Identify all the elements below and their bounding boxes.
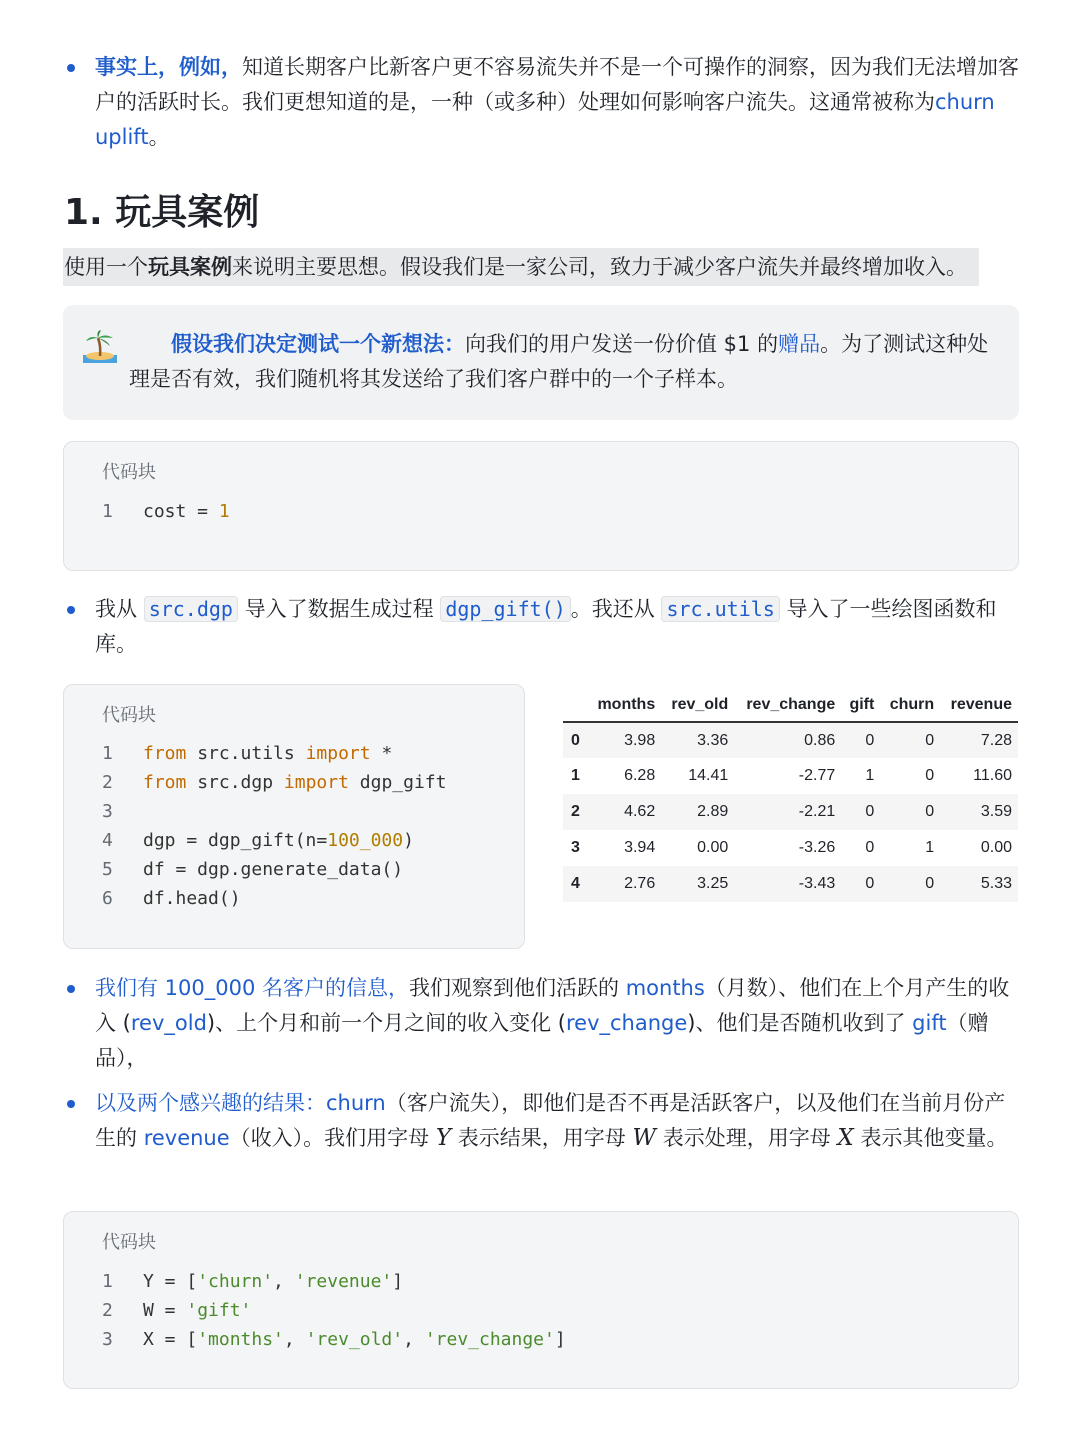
code-text: dgp_gift bbox=[348, 772, 447, 793]
column-header bbox=[563, 688, 587, 722]
table-cell: 7.28 bbox=[980, 731, 1012, 749]
code-text: Y = [ bbox=[143, 1271, 198, 1292]
row-index: 2 bbox=[571, 803, 580, 820]
table-cell: 0 bbox=[865, 875, 875, 892]
code-text: dgp = dgp_gift(n= bbox=[143, 830, 328, 851]
table-row bbox=[563, 866, 1018, 902]
code-block-cost[interactable] bbox=[63, 441, 1019, 571]
code-block-variables[interactable] bbox=[63, 1211, 1019, 1389]
table-cell: 1 bbox=[925, 839, 935, 856]
table-cell: 0 bbox=[865, 803, 875, 820]
code-text: src.utils bbox=[186, 743, 306, 764]
callout-lead: 假设我们决定测试一个新想法： bbox=[171, 332, 465, 356]
code-number: 100_000 bbox=[327, 830, 404, 851]
table-cell: -2.21 bbox=[798, 803, 836, 820]
code-text: ) bbox=[403, 830, 414, 851]
callout-text bbox=[129, 327, 999, 397]
line-number: 2 bbox=[102, 772, 113, 793]
revenue-term: revenue bbox=[143, 1126, 230, 1150]
table-cell: 11.60 bbox=[973, 767, 1012, 784]
column-header: months bbox=[597, 695, 656, 713]
table-cell: 0 bbox=[925, 731, 935, 749]
callout-box bbox=[63, 305, 1019, 420]
row-index: 4 bbox=[571, 875, 580, 892]
column-header: revenue bbox=[950, 695, 1012, 713]
table-cell: 0 bbox=[925, 803, 935, 820]
bullet-dot bbox=[67, 64, 75, 72]
table-row bbox=[563, 794, 1018, 830]
code-text: , bbox=[273, 1271, 295, 1292]
table-cell: -3.26 bbox=[798, 839, 836, 856]
bullet-text: 表示处理，用字母 bbox=[656, 1126, 838, 1150]
bullet-end: 。 bbox=[148, 125, 170, 149]
churn-term: churn bbox=[326, 1091, 386, 1115]
section-heading: 1. 玩具案例 bbox=[64, 192, 260, 233]
intro-bold: 玩具案例 bbox=[148, 255, 232, 279]
code-text: W = bbox=[143, 1300, 187, 1321]
table-cell: 3.94 bbox=[624, 839, 656, 856]
code-text: * bbox=[370, 743, 393, 764]
bullet-text: （收入）。我们用字母 bbox=[229, 1126, 436, 1150]
bullet-dot bbox=[67, 606, 75, 614]
bullet-lead: 我们有 100_000 名客户的信息， bbox=[95, 976, 410, 1000]
intro-pre: 使用一个 bbox=[64, 255, 148, 279]
bullet-text: （赠品）， bbox=[95, 1011, 989, 1070]
code-string: 'months' bbox=[197, 1329, 284, 1350]
code-text: df = dgp.generate_data() bbox=[143, 859, 404, 880]
code-content bbox=[102, 739, 446, 913]
bullet-outcomes bbox=[64, 1086, 1024, 1156]
gift-term: gift bbox=[912, 1011, 947, 1035]
code-keyword: from bbox=[143, 772, 187, 793]
row-index: 3 bbox=[571, 839, 580, 856]
table-cell: 2.76 bbox=[624, 875, 656, 892]
rev-old-term: rev_old bbox=[130, 1011, 207, 1035]
bullet-text: （客户流失），即他们是否不再是活跃客户，以及他们在当前月份产生的 bbox=[95, 1091, 1006, 1150]
code-text: df.head() bbox=[143, 888, 241, 909]
code-text: cost = bbox=[143, 501, 219, 522]
island-icon bbox=[83, 329, 117, 363]
code-text: ] bbox=[392, 1271, 404, 1292]
table-cell: 14.41 bbox=[688, 767, 729, 784]
math-x: X bbox=[837, 1125, 854, 1151]
gift-term: 赠品 bbox=[778, 332, 821, 356]
table-header-row bbox=[563, 688, 1018, 722]
line-number: 4 bbox=[102, 830, 113, 851]
column-header: rev_change bbox=[746, 695, 836, 713]
row-index: 0 bbox=[571, 731, 580, 749]
math-y: Y bbox=[435, 1125, 452, 1151]
line-number: 1 bbox=[102, 501, 113, 522]
table-cell: 0.00 bbox=[697, 839, 729, 856]
line-number: 6 bbox=[102, 888, 113, 909]
code-keyword: import bbox=[283, 772, 349, 793]
inline-code-dgp-gift: dgp_gift() bbox=[440, 596, 570, 622]
bullet-dot bbox=[67, 985, 75, 993]
code-content bbox=[102, 497, 230, 526]
table-cell: 3.36 bbox=[697, 731, 729, 749]
row-index: 1 bbox=[571, 767, 580, 784]
line-number: 5 bbox=[102, 859, 113, 880]
table-cell: 0.86 bbox=[804, 731, 836, 749]
code-block-label: 代码块 bbox=[102, 1232, 156, 1253]
line-number: 1 bbox=[102, 1271, 113, 1292]
bullet-text: 表示其他变量。 bbox=[853, 1126, 1008, 1150]
callout-text-2: 。为了测试这种处理是否有效，我们随机将其发送给了我们客户群中的一个子样本。 bbox=[129, 332, 989, 391]
code-string: 'rev_old' bbox=[305, 1329, 404, 1350]
code-string: 'revenue' bbox=[294, 1271, 393, 1292]
inline-code-src-utils: src.utils bbox=[661, 596, 779, 622]
table-cell: 0.00 bbox=[980, 839, 1012, 856]
bullet-customer-info bbox=[64, 971, 1024, 1076]
column-header: churn bbox=[889, 695, 935, 713]
bullet-lead: 以及两个感兴趣的结果： bbox=[95, 1091, 326, 1115]
code-content bbox=[102, 1267, 566, 1354]
bullet-text: （月数）、他们在上个月产生的收入 ( bbox=[95, 976, 1010, 1035]
code-text: X = [ bbox=[143, 1329, 198, 1350]
code-text: , bbox=[403, 1329, 425, 1350]
bullet-text: )、上个月和前一个月之间的收入变化 ( bbox=[206, 1011, 566, 1035]
column-header: gift bbox=[849, 695, 875, 713]
table-cell: 0 bbox=[925, 767, 935, 784]
bullet-text: 我从 bbox=[95, 597, 144, 621]
code-string: 'gift' bbox=[186, 1300, 252, 1321]
bullet-text: 导入了数据生成过程 bbox=[237, 597, 441, 621]
bullet-dot bbox=[67, 1100, 75, 1108]
code-keyword: from bbox=[143, 743, 187, 764]
code-block-label: 代码块 bbox=[102, 705, 156, 726]
table-cell: 3.98 bbox=[624, 731, 656, 749]
callout-text-1: 向我们的用户发送一份价值 $1 的 bbox=[465, 332, 779, 356]
intro-post: 来说明主要思想。假设我们是一家公司，致力于减少客户流失并最终增加收入。 bbox=[232, 255, 967, 279]
bullet-text: 表示结果，用字母 bbox=[451, 1126, 633, 1150]
line-number: 3 bbox=[102, 1329, 113, 1350]
code-keyword: import bbox=[305, 743, 371, 764]
inline-code-src-dgp: src.dgp bbox=[144, 596, 238, 622]
months-term: months bbox=[625, 976, 705, 1000]
code-text: src.dgp bbox=[186, 772, 284, 793]
churn-uplift-term: churn uplift bbox=[95, 90, 995, 149]
table-cell: -3.43 bbox=[798, 875, 836, 892]
line-number: 1 bbox=[102, 743, 113, 764]
table-row bbox=[563, 830, 1018, 866]
bullet-actionable-insight bbox=[64, 50, 1024, 155]
bullet-text: 导入了一些绘图函数和库。 bbox=[95, 597, 997, 656]
code-block-imports[interactable] bbox=[63, 684, 525, 949]
rev-change-term: rev_change bbox=[565, 1011, 688, 1035]
code-text: ] bbox=[554, 1329, 566, 1350]
column-header: rev_old bbox=[671, 695, 729, 713]
math-w: W bbox=[632, 1125, 657, 1151]
table-cell: 3.25 bbox=[697, 875, 729, 892]
table-cell: 0 bbox=[925, 875, 935, 892]
table-cell: 2.89 bbox=[697, 803, 729, 820]
table-cell: 4.62 bbox=[624, 803, 656, 820]
table-row bbox=[563, 758, 1018, 794]
table-cell: 6.28 bbox=[624, 767, 656, 784]
table-cell: 1 bbox=[865, 767, 875, 784]
code-number: 1 bbox=[218, 501, 230, 522]
table-cell: 3.59 bbox=[980, 803, 1012, 820]
code-string: 'churn' bbox=[197, 1271, 274, 1292]
dataframe-table bbox=[563, 688, 1018, 902]
code-text: , bbox=[283, 1329, 306, 1350]
table-row bbox=[563, 722, 1018, 758]
table-cell: 5.33 bbox=[980, 875, 1012, 892]
intro-paragraph bbox=[63, 248, 979, 286]
code-string: 'rev_change' bbox=[424, 1329, 555, 1350]
code-block-label: 代码块 bbox=[102, 462, 156, 483]
bullet-imports bbox=[64, 592, 1024, 662]
table-cell: 0 bbox=[865, 731, 875, 749]
bullet-lead: 事实上，例如， bbox=[95, 55, 242, 79]
table-cell: 0 bbox=[865, 839, 875, 856]
bullet-text: 知道长期客户比新客户更不容易流失并不是一个可操作的洞察，因为我们无法增加客户的活跃时长。我们更想知道的是，一种（或多种）处理如何影响客户流失。这通常被称为 bbox=[95, 55, 1019, 114]
bullet-text: 。我还从 bbox=[570, 597, 662, 621]
table-cell: -2.77 bbox=[798, 767, 836, 784]
line-number: 3 bbox=[102, 801, 113, 822]
bullet-text: )、他们是否随机收到了 bbox=[687, 1011, 913, 1035]
line-number: 2 bbox=[102, 1300, 113, 1321]
bullet-text: 我们观察到他们活跃的 bbox=[409, 976, 626, 1000]
